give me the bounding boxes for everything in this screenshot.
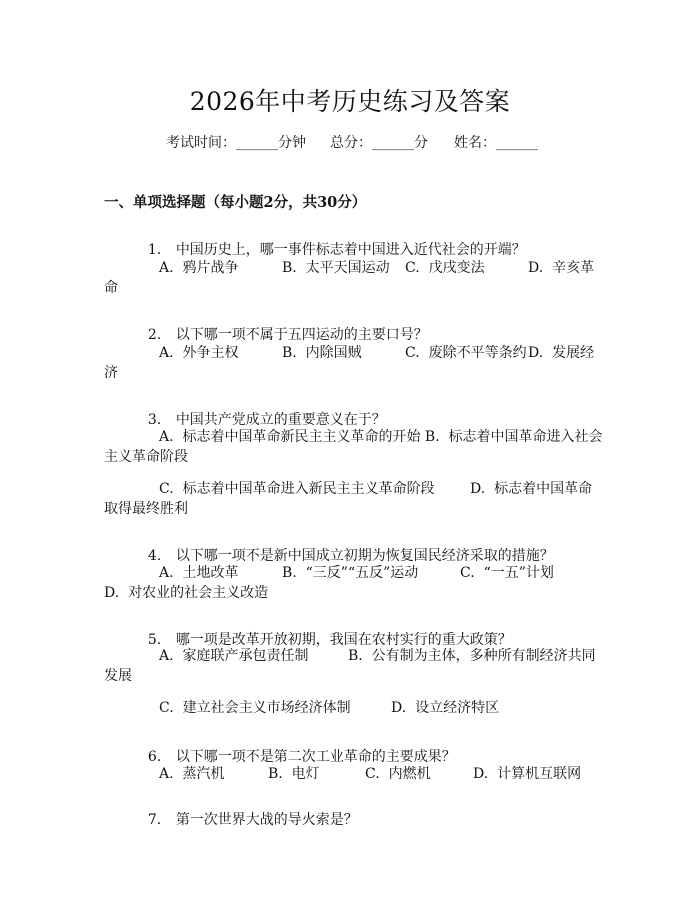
question-text: 以下哪一项不是新中国成立初期为恢复国民经济采取的措施？ — [175, 548, 554, 564]
question-text: 以下哪一项不是第二次工业革命的主要成果？ — [175, 749, 456, 765]
question-text: 中国历史上，哪一事件标志着中国进入近代社会的开端？ — [175, 242, 526, 258]
option-d-wrap: 取得最终胜利 — [104, 501, 188, 517]
option-b-wrap: 主义革命阶段 — [104, 449, 188, 465]
question-number: 7. — [147, 812, 162, 828]
section-heading: 一、单项选择题（每小题2分，共30分） — [104, 194, 367, 211]
student-name-field: 姓名：______ — [454, 135, 538, 151]
option-a: A. 鸦片战争 — [159, 260, 239, 276]
option-a: A. 家庭联产承包责任制 — [159, 648, 309, 664]
question-number: 2. — [147, 327, 162, 343]
option-d: D. 对农业的社会主义改造 — [104, 585, 269, 601]
option-d: D. 发展经 — [528, 345, 595, 361]
option-a: A. 土地改革 — [159, 565, 239, 581]
option-c: C. 建立社会主义市场经济体制 — [159, 700, 351, 716]
option-d: D. 设立经济特区 — [391, 700, 500, 716]
option-d: D. 计算机互联网 — [473, 766, 582, 782]
total-score-field: 总分：______分 — [330, 135, 428, 151]
option-d: D. 辛亥革 — [528, 260, 595, 276]
question-number: 3. — [147, 412, 162, 428]
option-b: B. 公有制为主体，多种所有制经济共同 — [348, 648, 596, 664]
option-c: C. “一五”计划 — [460, 565, 554, 581]
question-7 — [130, 793, 358, 847]
option-d-wrap: 命 — [104, 280, 118, 296]
option-d: D. 标志着中国革命 — [470, 481, 593, 497]
question-number: 4. — [147, 548, 162, 564]
question-text: 哪一项是改革开放初期，我国在农村实行的重大政策？ — [175, 632, 512, 648]
question-text: 以下哪一项不属于五四运动的主要口号？ — [175, 327, 428, 343]
option-c: C. 标志着中国革命进入新民主主义革命阶段 — [159, 481, 435, 497]
question-number: 5. — [147, 632, 162, 648]
option-b-wrap: 发展 — [104, 668, 132, 684]
question-text: 中国共产党成立的重要意义在于？ — [175, 412, 386, 428]
question-number: 6. — [147, 749, 162, 765]
option-b: B. 电灯 — [268, 766, 320, 782]
question-text: 第一次世界大战的导火索是？ — [175, 812, 358, 828]
option-b: B. 太平天国运动 — [282, 260, 390, 276]
option-b: B. 内除国贼 — [282, 345, 362, 361]
option-c: C. 戊戌变法 — [405, 260, 485, 276]
exam-time-field: 考试时间：______分钟 — [166, 135, 306, 151]
option-c: C. 废除不平等条约 — [405, 345, 527, 361]
question-number: 1. — [147, 242, 162, 258]
page-title: 2026年中考历史练习及答案 — [189, 87, 511, 116]
option-c: C. 内燃机 — [365, 766, 431, 782]
option-a: A. 蒸汽机 — [159, 766, 225, 782]
option-b: B. “三反”“五反”运动 — [282, 565, 419, 581]
option-ab-line: A. 标志着中国革命新民主主义革命的开始 B. 标志着中国革命进入社会 — [159, 429, 603, 445]
option-a: A. 外争主权 — [159, 345, 239, 361]
option-d-wrap: 济 — [104, 365, 118, 381]
